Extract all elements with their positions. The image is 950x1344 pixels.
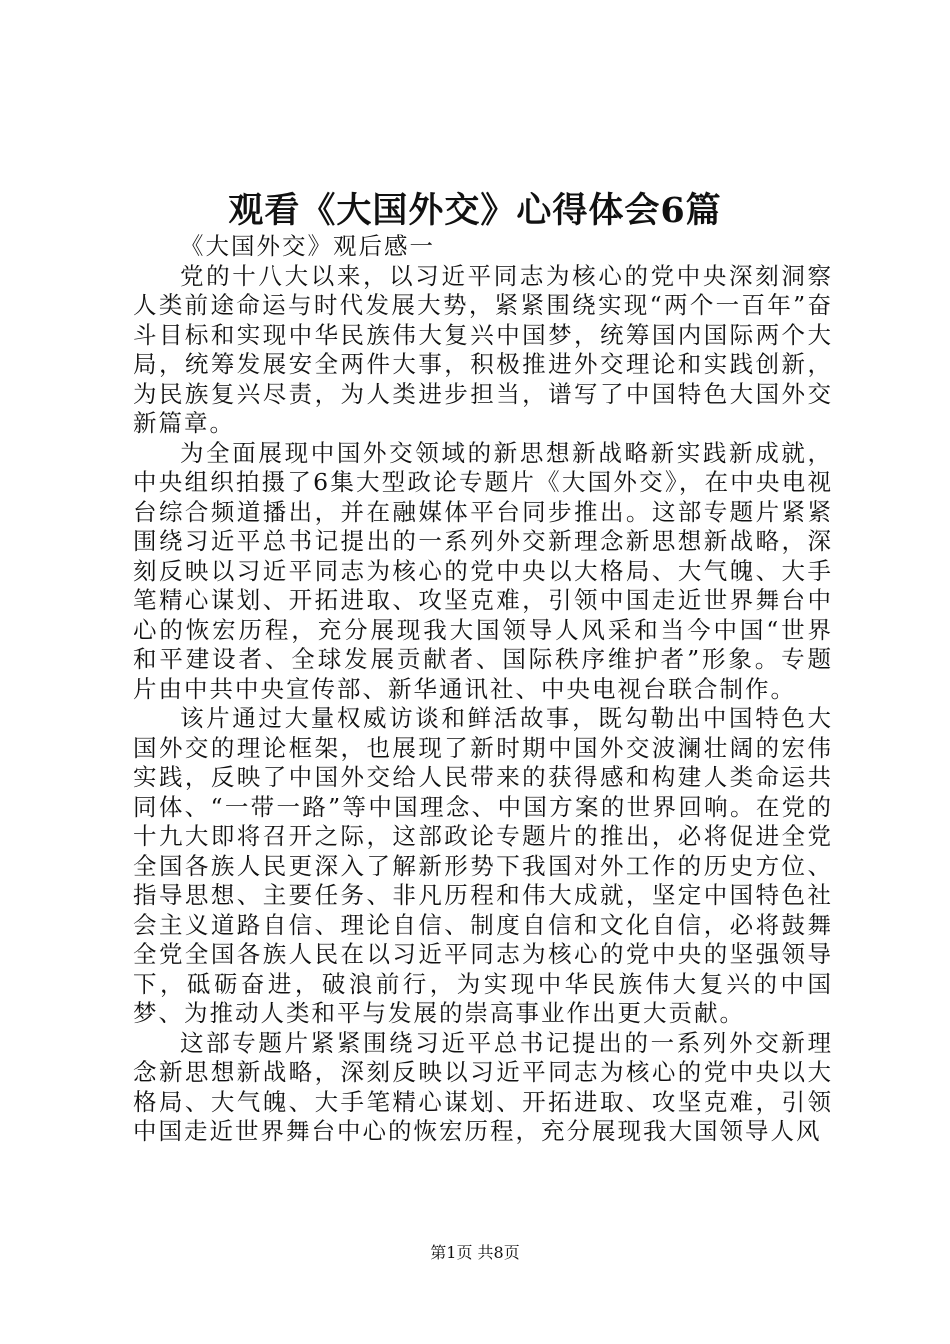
section-subheading: 《大国外交》观后感一: [180, 232, 435, 260]
document-title: 观看《大国外交》心得体会6篇: [228, 190, 722, 231]
paragraph-3: 该片通过大量权威访谈和鲜活故事，既勾勒出中国特色大国外交的理论框架，也展现了新时期中国外交波澜壮阔的宏伟实践，反映了中国外交给人民带来的获得感和构建人类命运共同体、“一带一路”等中国理念、中国方案的世界回响。在党的十九大即将召开之际，这部政论专题片的推出，必将促进全党全国各族人民更深入了解新形势下我国对外工作的历史方位、指导思想、主要任务、非凡历程和伟大成就，坚定中国特色社会主义道路自信、理论自信、制度自信和文化自信，必将鼓舞全党全国各族人民在以习近平同志为核心的党中央的坚强领导下，砥砺奋进，破浪前行，为实现中华民族伟大复兴的中国梦、为推动人类和平与发展的崇高事业作出更大贡献。: [133, 704, 833, 1027]
paragraph-4: 这部专题片紧紧围绕习近平总书记提出的一系列外交新理念新思想新战略，深刻反映以习近平同志为核心的党中央以大格局、大气魄、大手笔精心谋划、开拓进取、攻坚克难，引领中国走近世界舞台中心的恢宏历程，充分展现我大国领导人风: [133, 1028, 833, 1145]
document-body: [133, 232, 833, 1147]
paragraph-2: 为全面展现中国外交领域的新思想新战略新实践新成就，中央组织拍摄了6集大型政论专题片《大国外交》，在中央电视台综合频道播出，并在融媒体平台同步推出。这部专题片紧紧围绕习近平总书记提出的一系列外交新理念新思想新战略，深刻反映以习近平同志为核心的党中央以大格局、大气魄、大手笔精心谋划、开拓进取、攻坚克难，引领中国走近世界舞台中心的恢宏历程，充分展现我大国领导人风采和当今中国“世界和平建设者、全球发展贡献者、国际秩序维护者”形象。专题片由中共中央宣传部、新华通讯社、中央电视台联合制作。: [133, 438, 833, 703]
page-footer: 第1页 共8页: [430, 1243, 520, 1262]
paragraph-1: 党的十八大以来，以习近平同志为核心的党中央深刻洞察人类前途命运与时代发展大势，紧紧围绕实现“两个一百年”奋斗目标和实现中华民族伟大复兴中国梦，统筹国内国际两个大局，统筹发展安全两件大事，积极推进外交理论和实践创新，为民族复兴尽责，为人类进步担当，谱写了中国特色大国外交新篇章。: [133, 261, 833, 437]
